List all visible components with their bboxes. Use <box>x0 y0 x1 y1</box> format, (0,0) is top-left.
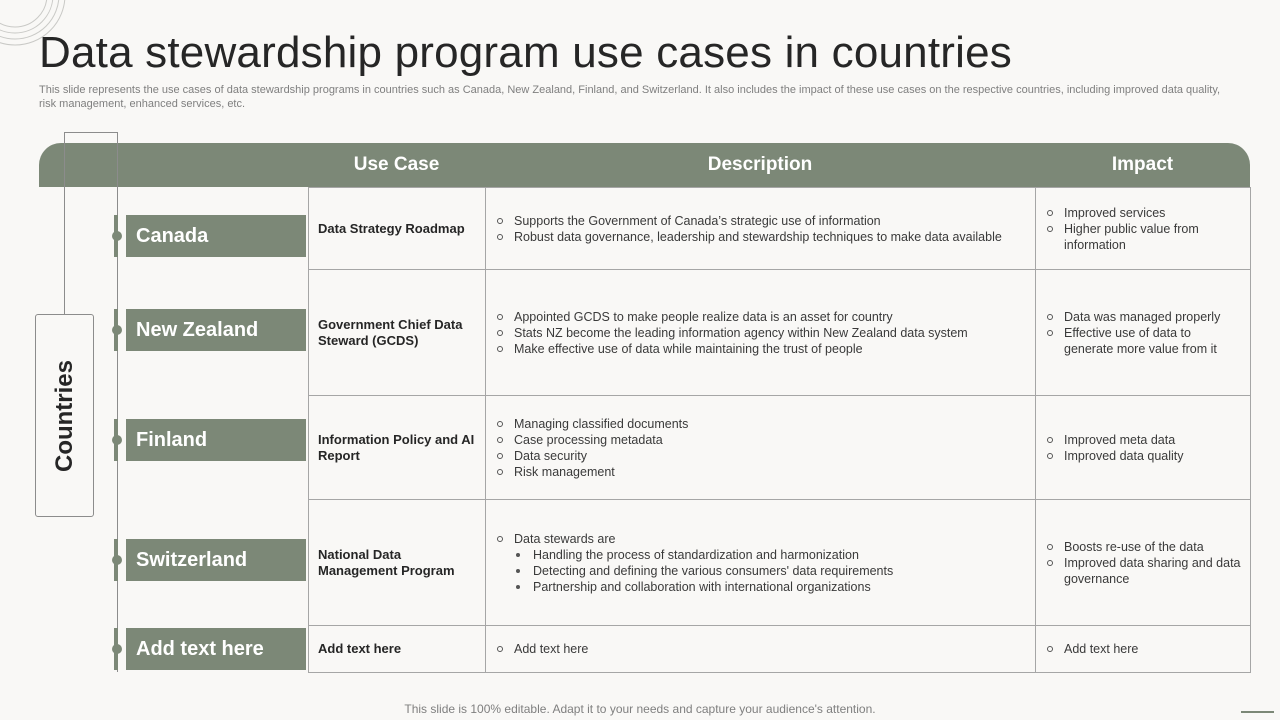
list-item: Supports the Government of Canada’s strategic use of information <box>495 213 1026 229</box>
marker-dot-icon <box>112 644 122 654</box>
list-item: Improved meta data <box>1045 432 1241 448</box>
footer-note: This slide is 100% editable. Adapt it to your needs and capture your audience's attention. <box>404 702 876 716</box>
list-item: Data was managed properly <box>1045 309 1241 325</box>
use-case-table <box>308 187 1251 673</box>
sub-list-item: Detecting and defining the various consumers' data requirements <box>514 563 1026 579</box>
countries-side-box <box>35 314 94 517</box>
description-cell <box>486 626 1036 673</box>
impact-cell <box>1036 188 1251 270</box>
page-subtitle: This slide represents the use cases of data stewardship programs in countries such as Canada, New Zealand, Finland, and Switzerland. It also includes the impact of these use cases on the respective countries, including improved data quality, risk management, enhanced services, etc. <box>39 84 1221 110</box>
description-cell <box>486 270 1036 396</box>
use-case-cell: Add text here <box>309 626 486 673</box>
marker-dot-icon <box>112 555 122 565</box>
list-item: Managing classified documents <box>495 416 1026 432</box>
list-item: Case processing metadata <box>495 432 1026 448</box>
impact-cell <box>1036 270 1251 396</box>
country-label-canada: Canada <box>126 215 306 257</box>
list-item: Effective use of data to generate more value from it <box>1045 325 1241 357</box>
use-case-cell: Government Chief Data Steward (GCDS) <box>309 270 486 396</box>
country-label-new-zealand: New Zealand <box>126 309 306 351</box>
connector-line <box>64 132 118 133</box>
list-item-text: Data stewards are <box>514 531 616 546</box>
countries-label: Countries <box>50 359 78 472</box>
list-item: Improved services <box>1045 205 1241 221</box>
impact-cell <box>1036 626 1251 673</box>
connector-line <box>64 132 65 316</box>
list-item: Improved data quality <box>1045 448 1241 464</box>
list-item: Add text here <box>1045 641 1241 657</box>
page-title: Data stewardship program use cases in countries <box>39 28 1012 77</box>
description-cell <box>486 500 1036 626</box>
header-impact: Impact <box>1111 154 1174 175</box>
list-item: Appointed GCDS to make people realize data is an asset for country <box>495 309 1026 325</box>
table-row <box>309 396 1251 500</box>
table-header-bar <box>39 143 1250 187</box>
impact-cell <box>1036 396 1251 500</box>
use-case-cell: Data Strategy Roadmap <box>309 188 486 270</box>
list-item: Data security <box>495 448 1026 464</box>
list-item: Stats NZ become the leading information agency within New Zealand data system <box>495 325 1026 341</box>
list-item: Risk management <box>495 464 1026 480</box>
sub-list-item: Partnership and collaboration with international organizations <box>514 579 1026 595</box>
use-case-cell: Information Policy and AI Report <box>309 396 486 500</box>
country-label-add-text: Add text here <box>126 628 306 670</box>
list-item: Improved data sharing and data governance <box>1045 555 1241 587</box>
table-row <box>309 626 1251 673</box>
use-case-cell: National Data Management Program <box>309 500 486 626</box>
list-item: Make effective use of data while maintaining the trust of people <box>495 341 1026 357</box>
marker-dot-icon <box>112 435 122 445</box>
corner-accent-line <box>1241 711 1274 713</box>
marker-dot-icon <box>112 231 122 241</box>
list-item: Higher public value from information <box>1045 221 1241 253</box>
impact-cell <box>1036 500 1251 626</box>
header-description: Description <box>707 154 813 175</box>
list-item: Boosts re-use of the data <box>1045 539 1241 555</box>
country-label-switzerland: Switzerland <box>126 539 306 581</box>
header-use-case: Use Case <box>353 154 440 175</box>
list-item: Robust data governance, leadership and stewardship techniques to make data available <box>495 229 1026 245</box>
description-cell <box>486 396 1036 500</box>
country-label-finland: Finland <box>126 419 306 461</box>
table-row <box>309 500 1251 626</box>
timeline-spine <box>117 132 118 672</box>
list-item: Add text here <box>495 641 1026 657</box>
description-cell <box>486 188 1036 270</box>
sub-list-item: Handling the process of standardization and harmonization <box>514 547 1026 563</box>
list-item <box>495 531 1026 595</box>
marker-dot-icon <box>112 325 122 335</box>
table-row <box>309 270 1251 396</box>
table-row <box>309 188 1251 270</box>
